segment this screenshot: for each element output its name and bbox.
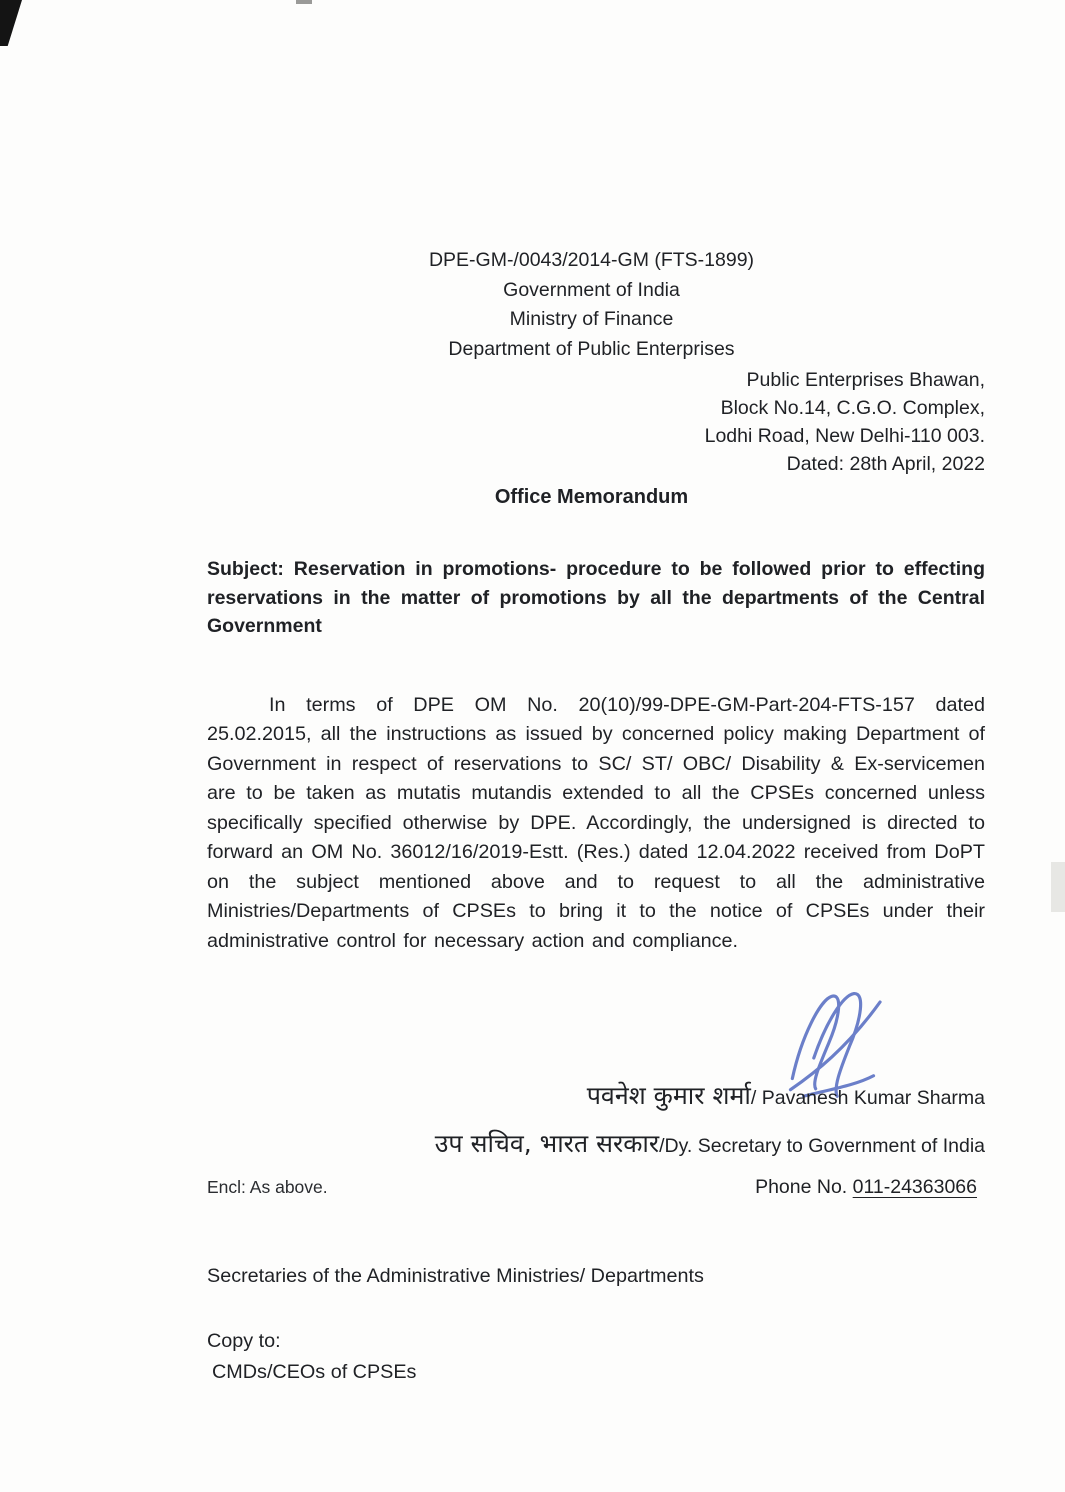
address-line-3: Lodhi Road, New Delhi-110 003. <box>704 425 985 447</box>
phone-number: 011-24363066 <box>852 1176 977 1198</box>
signatory-name-separator: / <box>750 1087 762 1109</box>
enclosure-note: Encl: As above. <box>207 1177 328 1197</box>
letterhead <box>118 246 1065 364</box>
reference-number: DPE-GM-/0043/2014-GM (FTS-1899) <box>428 249 755 271</box>
signatory-name-hindi: पवनेश कुमार शर्मा <box>586 1081 751 1110</box>
org-line-ministry: Ministry of Finance <box>509 308 674 330</box>
enclosure-phone-row <box>207 1176 977 1199</box>
subject-line: Subject: Reservation in promotions- procedure to be followed prior to effecting reservations in the matter of promotions by all the departments of the Central Government <box>207 558 985 637</box>
address-block <box>0 366 985 478</box>
org-line-department: Department of Public Enterprises <box>448 337 735 360</box>
scan-artifact-smudge <box>1051 862 1065 912</box>
signatory-name <box>0 1078 985 1112</box>
document-title: Office Memorandum <box>494 486 689 508</box>
copy-to-label: Copy to: <box>207 1330 281 1352</box>
signatory-designation <box>0 1126 985 1160</box>
scan-artifact-corner <box>0 0 22 46</box>
phone-label: Phone No. <box>755 1176 853 1198</box>
date-line: Dated: 28th April, 2022 <box>786 453 985 475</box>
phone-line <box>755 1176 977 1199</box>
copy-to-item: CMDs/CEOs of CPSEs <box>212 1361 417 1383</box>
signatory-designation-english: Dy. Secretary to Government of India <box>664 1135 985 1157</box>
addressee-line: Secretaries of the Administrative Ministries/ Departments <box>207 1265 704 1287</box>
org-line-government: Government of India <box>503 278 680 301</box>
address-line-1: Public Enterprises Bhawan, <box>746 369 985 391</box>
signature-block <box>0 980 895 1090</box>
address-line-2: Block No.14, C.G.O. Complex, <box>720 397 985 419</box>
signatory-name-english: Pavanesh Kumar Sharma <box>761 1087 985 1109</box>
body-paragraph: In terms of DPE OM No. 20(10)/99-DPE-GM-Part-204-FTS-157 dated 25.02.2015, all the instructions as issued by concerned policy making Department of Government in respect of reservations to SC/ ST/ OBC/ Disability & Ex-servicemen are to be taken as mutatis mutandis extended to all the CPSEs concerned unless specifically specified otherwise by DPE. Accordingly, the undersigned is directed to forward an OM No. 36012/16/2019-Estt. (Res.) dated 12.04.2022 received from DoPT on the subject mentioned above and to request to all the administrative Ministries/Departments of CPSEs to bring it to the notice of CPSEs under their administrative control for necessary action and compliance. <box>207 693 985 952</box>
signatory-designation-separator: / <box>659 1135 665 1157</box>
scan-artifact-dash <box>296 0 312 4</box>
signatory-designation-hindi: उप सचिव, भारत सरकार <box>434 1129 660 1158</box>
